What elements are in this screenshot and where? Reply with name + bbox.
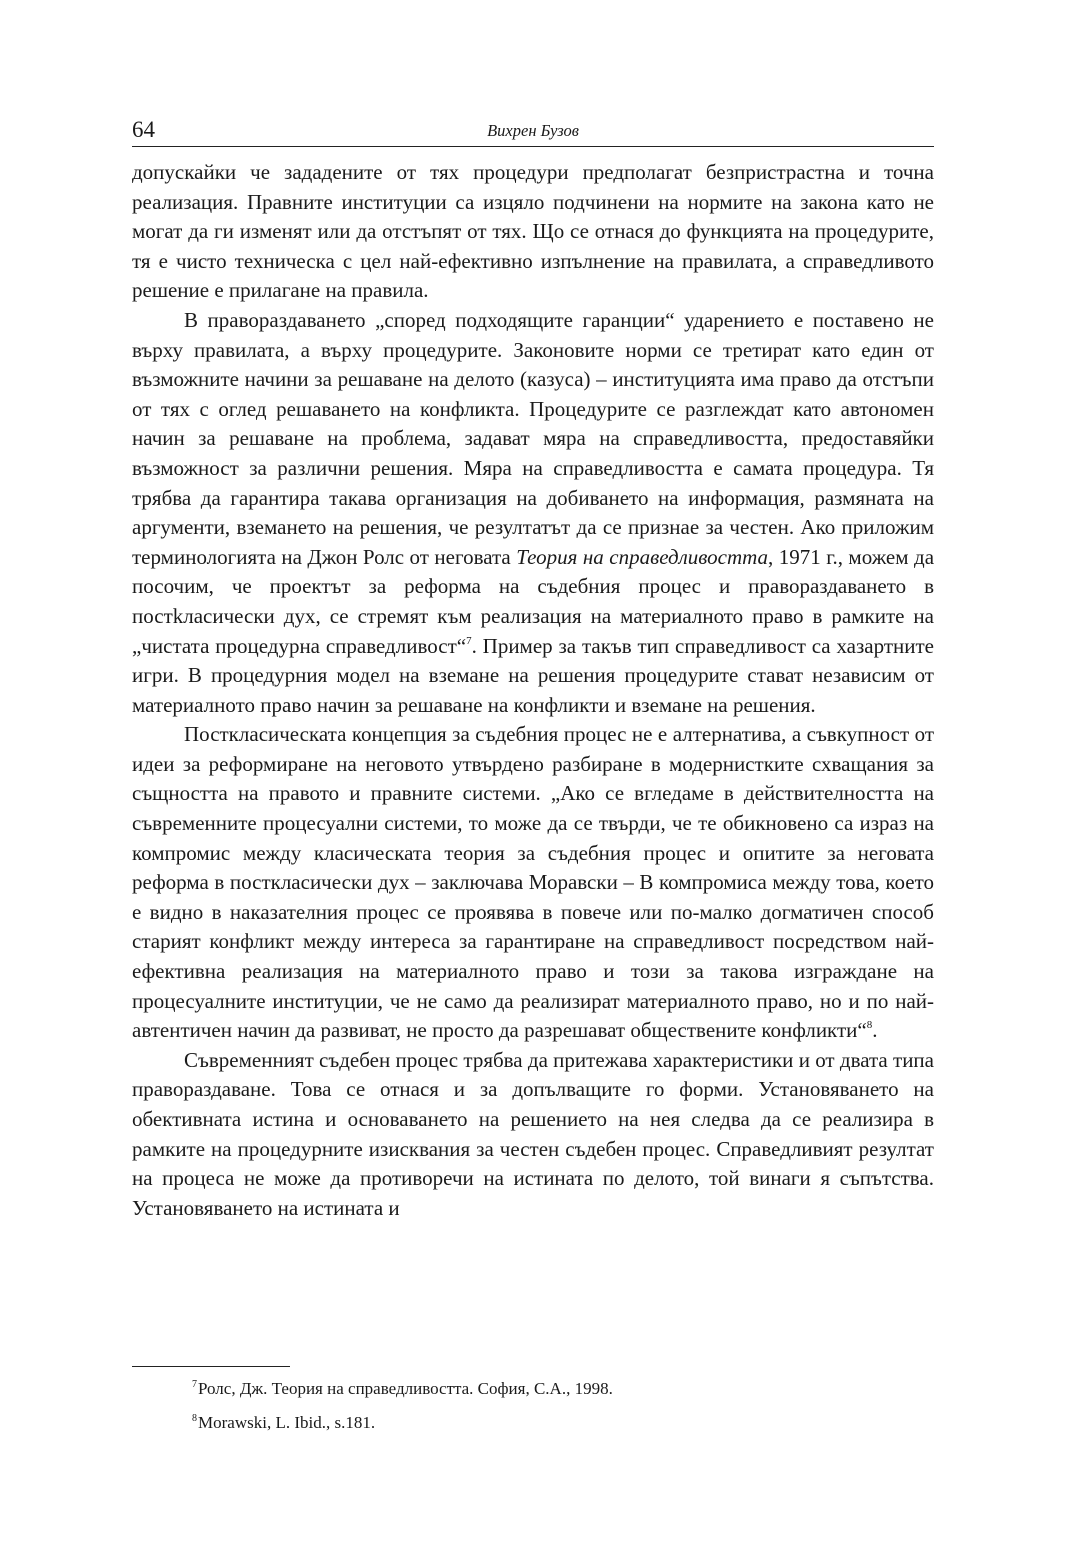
author-running-head: Вихрен Бузов xyxy=(487,121,579,140)
footnote-text: Morawski, L. Ibid., s.181. xyxy=(198,1413,376,1432)
page-number: 64 xyxy=(132,117,155,142)
footnote-text: Ролс, Дж. Теория на справедливостта. София, С.А., 1998. xyxy=(198,1379,613,1398)
running-header xyxy=(132,116,934,147)
paragraph-postclassical: Посткласическата концепция за съдебния процес не е алтернатива, а съвкупност от идеи за реформиране на неговото утвърдено разбиране в модернистките схващания за същността на правото и правните системи. „Ако се вгледаме в действителността на съвременните процесуални системи, то може да се твърди, че те обикновено са израз на компромис между класическата теория за съдебния процес и опитите за неговата реформа в посткласически дух – заключава Моравски – В компромиса между това, което е видно в наказателния процес се проявява в повече или по-малко догматичен способ старият конфликт между интереса за гарантиране на справедливост посредством най-ефективна реализация на материалното право и този за такова изграждане на процесуалните институции, че не само да реализират материалното право, но и по най-автентичен начин да развиват, не просто да разрешават обществените конфликти“$^8$. xyxy=(132,722,934,1043)
body-text xyxy=(132,158,934,1223)
footnote-item xyxy=(192,1373,934,1407)
footnote-divider xyxy=(132,1366,290,1367)
footnote-ref-7[interactable]: 7 xyxy=(466,634,472,647)
footnotes xyxy=(192,1373,934,1441)
footnote-item xyxy=(192,1407,934,1441)
paragraph-continued: допускайки че зададените от тях процедури предполагат безпристрастна и точна реализация. Правните институции са изцяло подчинени на нормите на закона като не могат да ги изменят или да отстъпят от тях. Що се отнася до функцията на процедурите, тя е чисто техническа с цел най-ефективно изпълнение на правилата, а справедливото решение е прилагане на правила. xyxy=(132,160,934,303)
paragraph-procedures: В правораздаването „според подходящите гаранции“ ударението е поставено не върху правилата, а върху процедурите. Законовите норми се третират като един от възможните начини за решаване на делото (казуса) – институцията има право да отстъпи от тях с оглед решаването на конфликта. Процедурите се разглеждат като автономен начин за решаване на проблема, задават мяра на справедливостта, предоставяйки възможност за различни решения. Мяра на справедливостта е самата процедура. Тя трябва да гарантира такава организация на добиването на информация, размяната на аргументи, вземането на решения, че резултатът да се признае за честен. Ако приложим терминологията на Джон Ролс от неговата Теория на справедливостта, 1971 г., можем да посочим, че проектът за реформа на съдебния процес и правораздаването в постkласически дух, се стремят към реализация на материалното право в рамките на „чистата процедурна справедливост“$^7$. Пример за такъв тип справедливост са хазартните игри. В процедурния модел на вземане на решения процедурите стават независим от материалното право начин за решаване на конфликти и вземане на решения. xyxy=(132,307,935,717)
paragraph-modern-process: Съвременният съдебен процес трябва да притежава характеристики и от двата типа правораздаване. Това се отнася и за допълващите го форми. Установяването на обективната истина и основаването на решението на нея следва да се реализира в рамките на процедурните изисквания за честен съдебен процес. Справедливият резултат на процеса не може да противоречи на истината по делото, той винаги я съпътства. Установяването на истината и xyxy=(132,1047,934,1220)
footnote-mark: 8 xyxy=(192,1413,197,1424)
footnote-ref-8[interactable]: 8 xyxy=(866,1019,873,1032)
book-title-italic: Теория на справедливостта xyxy=(516,544,769,569)
footnote-mark: 7 xyxy=(192,1379,197,1390)
